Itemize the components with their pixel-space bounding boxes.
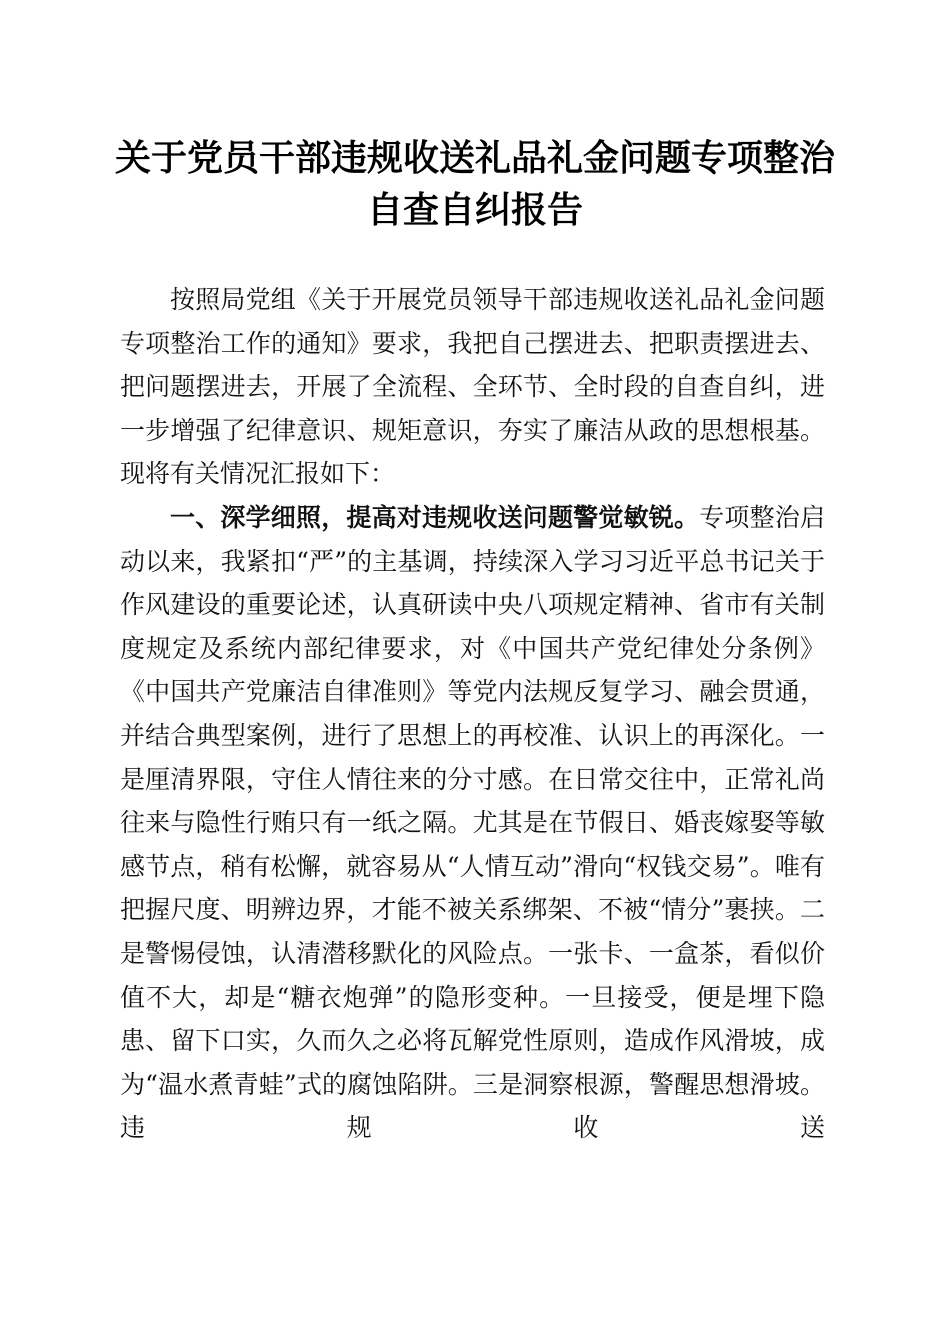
title-line-2: 自查自纠报告 [366,189,583,231]
document-title [100,132,850,236]
section-1-body: 专项整治启动以来，我紧扣“严”的主基调，持续深入学习习近平总书记关于作风建设的重要论述，认真研读中央八项规定精神、省市有关制度规定及系统内部纪律要求，对《中国共产党纪律处分条例》《中国共产党廉洁自律准则》等党内法规反复学习、融会贯通，并结合典型案例，进行了思想上的再校准、认识上的再深化。一是厘清界限，守住人情往来的分寸感。在日常交往中，正常礼尚往来与隐性行贿只有一纸之隔。尤其是在节假日、婚丧嫁娶等敏感节点，稍有松懈，就容易从“人情互动”滑向“权钱交易”。唯有把握尺度、明辨边界，才能不被关系绑架、不被“情分”裹挟。二是警惕侵蚀，认清潜移默化的风险点。一张卡、一盒茶，看似价值不大，却是“糖衣炮弹”的隐形变种。一旦接受，便是埋下隐患、留下口实，久而久之必将瓦解党性原则，造成作风滑坡，成为“温水煮青蛙”式的腐蚀陷阱。三是洞察根源，警醒思想滑坡。违规收送 [120,502,825,1143]
intro-paragraph: 按照局党组《关于开展党员领导干部违规收送礼品礼金问题专项整治工作的通知》要求，我把自己摆进去、把职责摆进去、把问题摆进去，开展了全流程、全环节、全时段的自查自纠，进一步增强了纪律意识、规矩意识，夯实了廉洁从政的思想根基。现将有关情况汇报如下： [120,285,825,489]
document-body [120,278,825,1150]
title-line-1: 关于党员干部违规收送礼品礼金问题专项整治 [114,137,835,179]
section-1-heading: 一、深学细照，提高对违规收送问题警觉敏锐。 [170,502,700,532]
section-1-paragraph [120,496,825,1150]
